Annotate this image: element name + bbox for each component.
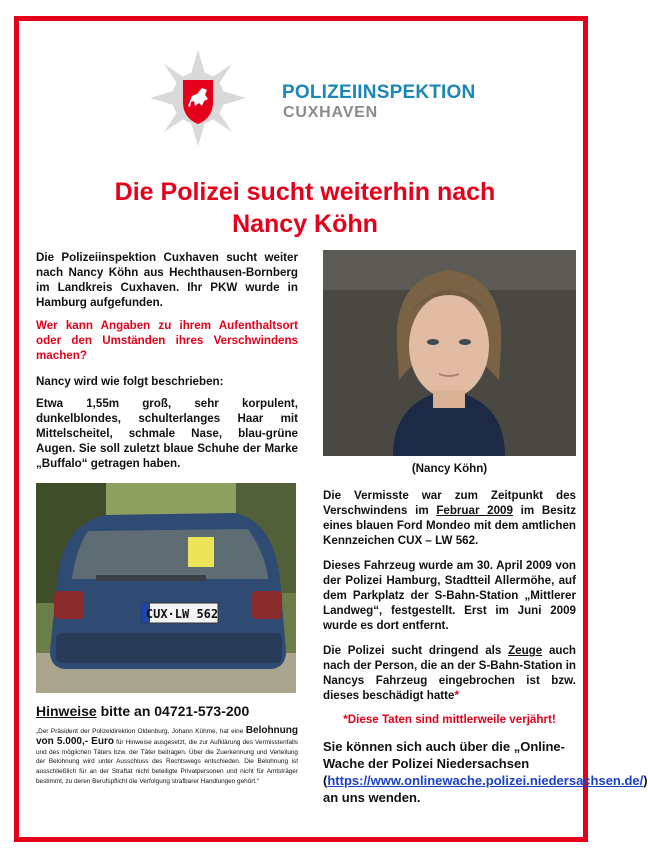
reward-pre: „Der Präsident der Polizeidirektion Oldenburg, Johann Kühme, hat eine [36, 728, 246, 735]
photo-caption: (Nancy Köhn) [411, 462, 488, 475]
hint-word: Hinweise [36, 703, 97, 719]
p3-pre: Die Polizei sucht dringend als [323, 644, 509, 657]
online-wache-paragraph [323, 738, 648, 806]
description-heading: Nancy wird wie folgt beschrieben: [36, 375, 224, 388]
p3-witness: Zeuge [508, 644, 543, 657]
hint-line [36, 703, 249, 719]
logo-subtitle: CUXHAVEN [283, 104, 379, 121]
car-photo [36, 483, 296, 693]
p1-post: im Besitz eines blauen Ford Mondeo mit dem amtlichen Kennzeichen CUX – LW 562. [323, 504, 576, 547]
reward-amount: Belohnung von 5.000,- Euro [36, 725, 298, 747]
p1-pre: Die Vermisste war zum Zeitpunkt des Verschwindens im [323, 489, 576, 517]
headline-line-1: Die Polizei sucht weiterhin nach [114, 178, 496, 206]
expired-notice: *Diese Taten sind mittlerweile verjährt! [343, 713, 556, 726]
logo-title: POLIZEIINSPEKTION [282, 82, 476, 103]
question-paragraph: Wer kann Angaben zu ihrem Aufenthaltsort oder den Umständen ihres Verschwindens machen? [36, 319, 298, 362]
onlinewache-link[interactable]: https://www.onlinewache.polizei.niedersachsen.de/ [327, 773, 644, 788]
police-star-logo [150, 50, 246, 146]
intro-paragraph: Die Polizeiinspektion Cuxhaven sucht weiter nach Nancy Köhn aus Hechthausen-Bornberg im Landkreis Cuxhaven. Ihr PKW wurde in Hamburg aufgefunden. [36, 251, 298, 309]
p3-star: * [454, 689, 459, 702]
right-paragraph-2: Dieses Fahrzeug wurde am 30. April 2009 von der Polizei Hamburg, Stadtteil Allermöhe, auf dem Parkplatz der S-Bahn-Station „Mittlerer Landweg“, festgestellt. Erst im Juni 2009 wurde es dort entfernt. [323, 559, 576, 632]
license-plate: CUX·LW 562 [145, 607, 219, 621]
missing-person-photo [323, 250, 576, 456]
headline-line-2: Nancy Köhn [232, 210, 378, 238]
online-pre: Sie können sich auch über die „Online-Wache der Polizei Niedersachsen ( [323, 739, 565, 788]
p1-month: Februar 2009 [436, 504, 513, 517]
hint-phone: bitte an 04721-573-200 [96, 703, 250, 719]
right-paragraph-3 [323, 643, 576, 703]
right-paragraph-1 [323, 488, 576, 548]
description-paragraph: Etwa 1,55m groß, sehr korpulent, dunkelblondes, schulterlanges Haar mit Mittelscheitel, schmale Nase, blau-grüne Augen. Sie soll zuletzt blaue Schuhe der Marke „Buffalo“ getragen haben. [36, 397, 298, 470]
reward-notice [36, 726, 298, 787]
online-post: ) an uns wenden. [323, 773, 648, 805]
p3-post: auch nach der Person, die an der S-Bahn-Station in Nancys Fahrzeug eingebrochen ist bzw. dieses beschädigt hatte [323, 644, 577, 702]
reward-post: für Hinweise ausgesetzt, die zur Aufklärung des Vermisstenfalls und des möglichen Täters bzw. der Täter beitragen. Über die Zuerkennung und Verteilung der Belohnung wird unter Ausschluss des Rechtswegs entschieden. Die Belohnung ist ausschließlich für an der Straftat nicht beteiligte Privatpersonen und nicht für Amtsträger bestimmt, zu deren Berufspflicht die Verfolgung strafbarer Handlungen gehört.“ [36, 738, 298, 785]
